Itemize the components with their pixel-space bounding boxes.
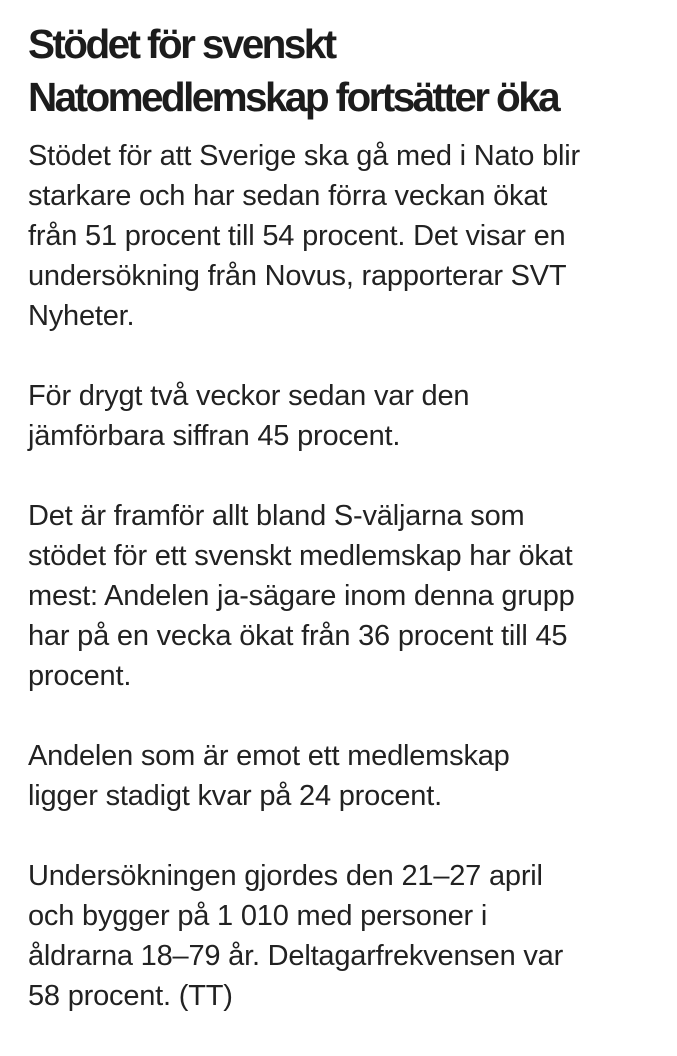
text-line: från 51 procent till 54 procent. Det visar en [28, 220, 566, 252]
text-line: jämförbara siffran 45 procent. [28, 420, 401, 452]
text-line: För drygt två veckor sedan var den [28, 380, 470, 412]
text-line: Stödet för att Sverige ska gå med i Nato blir [28, 140, 580, 172]
article-headline [28, 18, 663, 124]
text-line: Undersökningen gjordes den 21–27 april [28, 860, 543, 892]
text-line: och bygger på 1 010 med personer i [28, 900, 488, 932]
paragraph-s-voters [28, 496, 663, 696]
paragraph-opposition [28, 736, 663, 816]
text-line: starkare och har sedan förra veckan ökat [28, 180, 548, 212]
headline-line: Stödet för svenskt [28, 21, 335, 67]
text-line: Andelen som är emot ett medlemskap [28, 740, 510, 772]
text-line: ligger stadigt kvar på 24 procent. [28, 780, 442, 812]
text-line: åldrarna 18–79 år. Deltagarfrekvensen var [28, 940, 564, 972]
paragraph-earlier-figure [28, 376, 663, 456]
text-line: stödet för ett svenskt medlemskap har ökat [28, 540, 573, 572]
paragraph-poll-result [28, 136, 663, 336]
article [28, 18, 663, 1056]
text-line: 58 procent. (TT) [28, 980, 233, 1012]
paragraph-methodology [28, 856, 663, 1016]
text-line: Nyheter. [28, 300, 135, 332]
text-line: mest: Andelen ja-sägare inom denna grupp [28, 580, 575, 612]
text-line: procent. [28, 660, 132, 692]
text-line: har på en vecka ökat från 36 procent till 45 [28, 620, 568, 652]
headline-line: Natomedlemskap fortsätter öka [28, 74, 559, 120]
text-line: undersökning från Novus, rapporterar SVT [28, 260, 567, 292]
text-line: Det är framför allt bland S-väljarna som [28, 500, 525, 532]
